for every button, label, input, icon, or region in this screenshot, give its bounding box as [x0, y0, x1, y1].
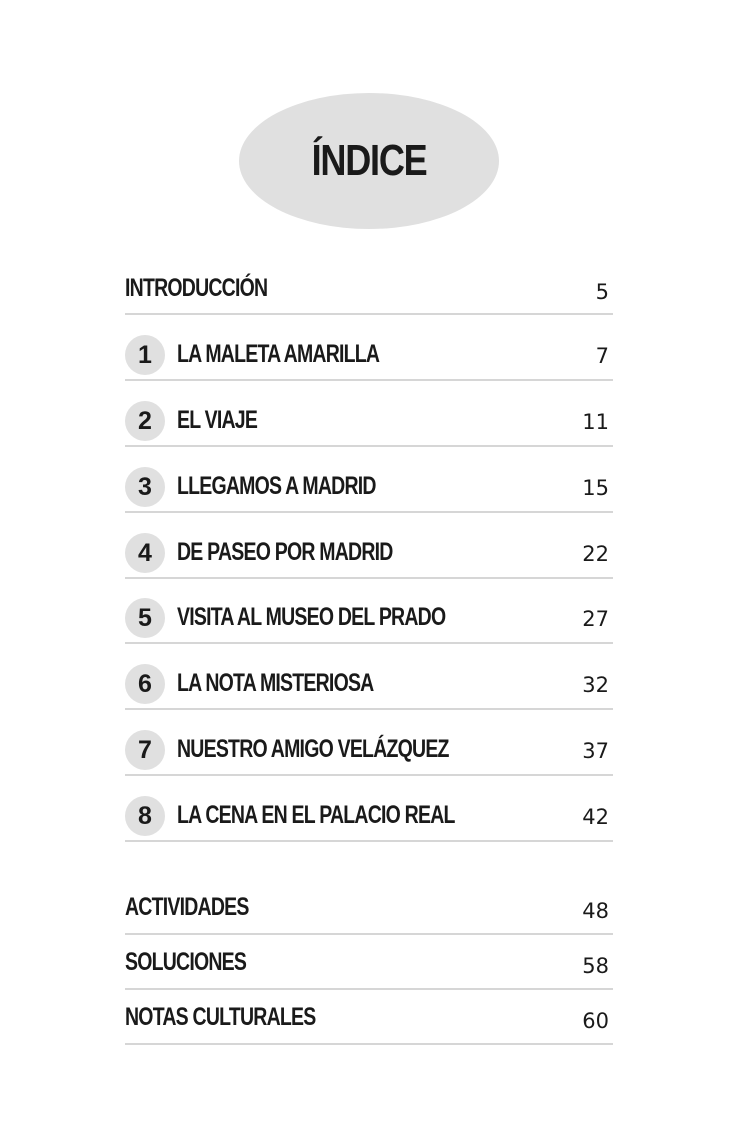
toc-entry-actividades[interactable]: [125, 890, 613, 935]
toc-entry-label: LA NOTA MISTERIOSA: [177, 669, 374, 697]
toc-entry-label: NOTAS CULTURALES: [125, 1003, 316, 1031]
page-title: ÍNDICE: [311, 136, 427, 185]
chapter-number-badge: 4: [125, 533, 165, 573]
toc-entry-label: LLEGAMOS A MADRID: [177, 472, 376, 500]
toc-entry-page: 42: [582, 805, 609, 829]
toc-entry-page: 48: [582, 899, 609, 923]
chapter-number-badge: 7: [125, 730, 165, 770]
toc-entry-label: SOLUCIONES: [125, 948, 247, 976]
toc-entry-chapter-3[interactable]: [125, 467, 613, 513]
toc-entry-chapter-1[interactable]: [125, 335, 613, 381]
toc-entry-page: 5: [595, 280, 609, 304]
toc-entry-page: 11: [582, 410, 609, 434]
toc-entry-label: VISITA AL MUSEO DEL PRADO: [177, 603, 446, 631]
toc-entry-chapter-6[interactable]: [125, 664, 613, 710]
toc-entry-page: 32: [582, 673, 609, 697]
toc-entry-chapter-8[interactable]: [125, 796, 613, 842]
toc-entry-label: NUESTRO AMIGO VELÁZQUEZ: [177, 735, 449, 763]
toc-entry-label: LA MALETA AMARILLA: [177, 340, 380, 368]
toc-entry-page: 22: [582, 542, 609, 566]
toc-entry-chapter-4[interactable]: [125, 533, 613, 579]
toc-entry-chapter-2[interactable]: [125, 401, 613, 447]
toc-entry-notas-culturales[interactable]: [125, 1000, 613, 1045]
title-oval: [239, 93, 499, 229]
toc-entry-soluciones[interactable]: [125, 945, 613, 990]
toc-entry-label: ACTIVIDADES: [125, 893, 249, 921]
chapter-number-badge: 6: [125, 664, 165, 704]
toc-entry-label: DE PASEO POR MADRID: [177, 538, 393, 566]
toc-entry-label: INTRODUCCIÓN: [125, 274, 268, 302]
chapter-number-badge: 1: [125, 335, 165, 375]
toc-entry-chapter-5[interactable]: [125, 598, 613, 644]
toc-entry-page: 37: [582, 739, 609, 763]
toc-entry-chapter-7[interactable]: [125, 730, 613, 776]
toc-entry-label: LA CENA EN EL PALACIO REAL: [177, 801, 455, 829]
toc-entry-page: 7: [595, 344, 609, 368]
toc-entry-label: EL VIAJE: [177, 406, 258, 434]
chapter-number-badge: 2: [125, 401, 165, 441]
chapter-number-badge: 8: [125, 796, 165, 836]
chapter-number-badge: 3: [125, 467, 165, 507]
toc-entry-page: 60: [582, 1009, 609, 1033]
chapter-number-badge: 5: [125, 598, 165, 638]
toc-entry-page: 58: [582, 954, 609, 978]
toc-entry-page: 27: [582, 607, 609, 631]
toc-entry-page: 15: [582, 476, 609, 500]
toc-entry-introduction[interactable]: [125, 270, 613, 315]
